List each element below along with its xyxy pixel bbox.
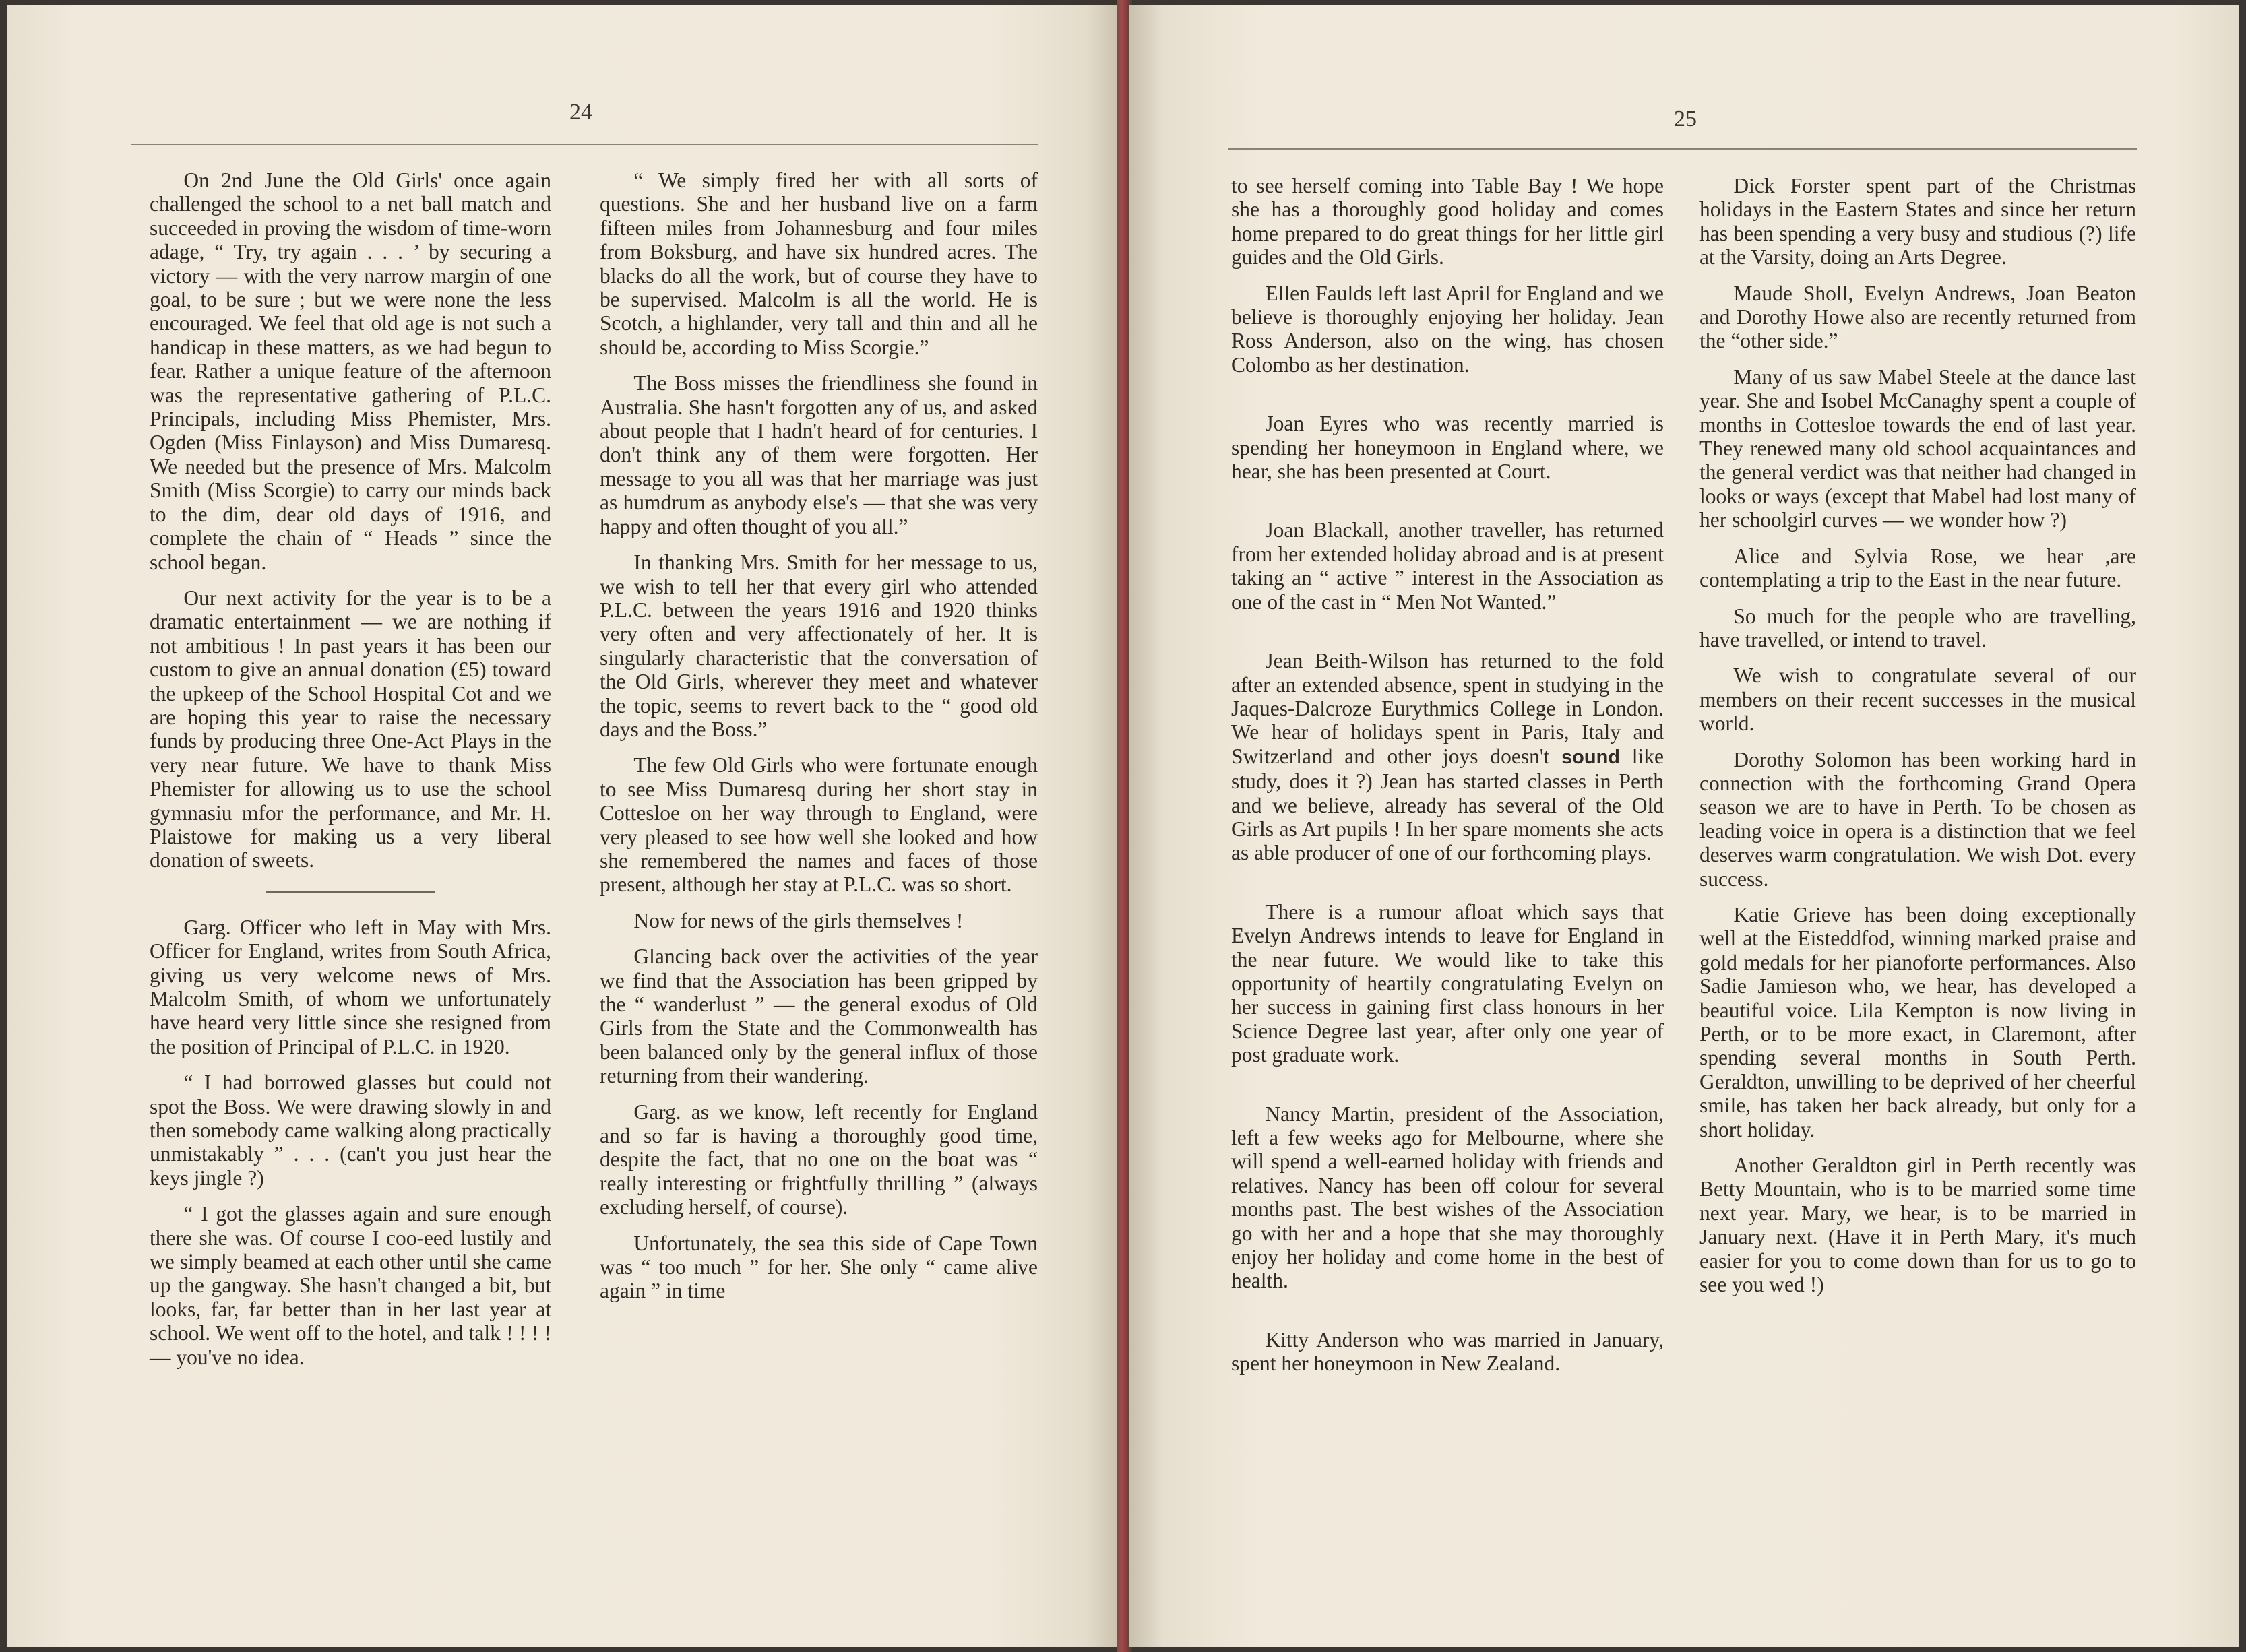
paragraph: to see herself coming into Table Bay ! We hope she has a thoroughly good holiday and comes home prepared to do great things for her little girl guides and the Old Girls. (1231, 174, 1664, 269)
paragraph: “ I had borrowed glasses but could not spot the Boss. We were drawing slowly in and then somebody came walking along practically unmistakably ” . . . (can't you just hear the keys jingle ?) (150, 1071, 551, 1190)
column-2 (600, 168, 1038, 1315)
paragraph: We wish to congratulate several of our members on their recent successes in the musical world. (1699, 664, 2136, 736)
paragraph: “ We simply fired her with all sorts of questions. She and her husband live on a farm fifteen miles from Johannesburg and four miles from Boksburg, and have six hundred acres. The blacks do all the work, but of course they have to be supervised. Malcolm is all the world. He is Scotch, a highlander, very tall and thin and all he should be, according to Miss Scorgie.” (600, 168, 1038, 359)
paragraph: “ I got the glasses again and sure enough there she was. Of course I coo-eed lustily and we simply beamed at each other until she came up the gangway. She hasn't changed a bit, but looks, far, far better than in her last year at school. We went off to the hotel, and talk ! ! ! ! — you've no idea. (150, 1202, 551, 1369)
paragraph: Nancy Martin, president of the Association, left a few weeks ago for Melbourne, where she will spend a well-earned holiday with friends and relatives. Nancy has been off colour for several months past. The best wishes of the Association go with her and a hope that she may thoroughly enjoy her holiday and come home in the best of health. (1231, 1102, 1664, 1293)
paragraph: In thanking Mrs. Smith for her message to us, we wish to tell her that every girl who attended P.L.C. between the years 1916 and 1920 thinks very often and very affectionately of her. It is singularly characteristic that the conversation of the Old Girls, wherever they meet and whatever the topic, seems to revert back to the “ good old days and the Boss.” (600, 550, 1038, 741)
header-rule-right (1228, 148, 2137, 150)
paragraph: Now for news of the girls themselves ! (633, 908, 964, 932)
bold-word: sound (1561, 746, 1620, 768)
paragraph (1231, 649, 1664, 865)
page-number-right: 25 (1674, 106, 1697, 131)
paragraph: Joan Blackall, another traveller, has returned from her extended holiday abroad and is at present taking an “ active ” interest in the Association as one of the cast in “ Men Not Wanted.” (1231, 518, 1664, 614)
paragraph: On 2nd June the Old Girls' once again challenged the school to a net ball match and succeeded in proving the wisdom of time-worn adage, “ Try, try again . . . ’ by securing a victory — with the very narrow margin of one goal, to be sure ; but we were none the less encouraged. We feel that old age is not such a handicap in these matters, as we had begun to fear. Rather a unique feature of the afternoon was the representative gathering of P.L.C. Principals, including Miss Phemister, Mrs. Ogden (Miss Finlayson) and Miss Dumaresq. We needed but the presence of Mrs. Malcolm Smith (Miss Scorgie) to carry our minds back to the dim, dear old days of 1916, and complete the chain of “ Heads ” since the school began. (150, 168, 551, 574)
column-4 (1699, 174, 2136, 1308)
section-divider (266, 891, 435, 893)
paragraph: Alice and Sylvia Rose, we hear ,are contemplating a trip to the East in the near future. (1699, 544, 2136, 592)
text-run: like study, does it ?) Jean has started classes in Perth and we believe, already has several of the Old Girls as Art pupils ! In her spare moments she acts as able producer of one of our forthcoming plays. (1231, 744, 1664, 865)
paragraph: Garg. Officer who left in May with Mrs. Officer for England, writes from South Africa, giving us very welcome news of Mrs. Malcolm Smith, of whom we unfortunately have heard very little since she resigned from the position of Principal of P.L.C. in 1920. (150, 915, 551, 1058)
paragraph: Many of us saw Mabel Steele at the dance last year. She and Isobel McCanaghy spent a couple of months in Cottesloe towards the end of last year. They renewed many old school acquaintances and the general verdict was that neither had changed in looks or ways (except that Mabel had lost many of her schoolgirl curves — we wonder how ?) (1699, 364, 2136, 532)
header-rule-left (131, 144, 1038, 145)
paragraph: Dorothy Solomon has been working hard in connection with the forthcoming Grand Opera season we are to have in Perth. To be chosen as leading voice in opera is a distinction that we feel deserves warm congratulation. We wish Dot. every success. (1699, 747, 2136, 891)
paragraph: Dick Forster spent part of the Christmas holidays in the Eastern States and since her return has been spending a very busy and studious (?) life at the Varsity, doing an Arts Degree. (1699, 174, 2136, 269)
column-1 (150, 168, 551, 1381)
page-number-left: 24 (569, 100, 592, 125)
paragraph: The Boss misses the friendliness she found in Australia. She hasn't forgotten any of us, and asked about people that I hadn't heard of for centuries. I don't think any of them were forgotten. Her message to you all was that her marriage was just as humdrum as anybody else's — that she was very happy and often thought of you all.” (600, 371, 1038, 538)
paragraph: Unfortunately, the sea this side of Cape Town was “ too much ” for her. She only “ came alive again ” in time (600, 1231, 1038, 1303)
text-run: Jean Beith-Wilson has returned to the fold after an extended absence, spent in studying in the Jaques-Dalcroze Eurythmics College in London. We hear of holidays spent in Paris, Italy and Switzerland and other joys doesn't (1231, 649, 1664, 768)
paragraph: There is a rumour afloat which says that Evelyn Andrews intends to leave for England in the near future. We would like to take this opportunity of heartily congratulating Evelyn on her success in gaining first class honours in her Science Degree last year, after only one year of post graduate work. (1231, 899, 1664, 1067)
paragraph: Kitty Anderson who was married in January, spent her honeymoon in New Zealand. (1231, 1327, 1664, 1376)
paragraph: Garg. as we know, left recently for England and so far is having a thoroughly good time, despite the fact, that no one on the boat was “ really interesting or frightfully thrilling ” (always excluding herself, of course). (600, 1100, 1038, 1219)
paragraph: Another Geraldton girl in Perth recently was Betty Mountain, who is to be married some time next year. Mary, we hear, is to be married in January next. (Have it in Perth Mary, it's much easier for you to come down than for us to go to see you wed !) (1699, 1153, 2136, 1297)
column-3 (1231, 174, 1664, 1388)
paragraph: Joan Eyres who was recently married is spending her honeymoon in England where, we hear, she has been presented at Court. (1231, 412, 1664, 484)
paragraph: So much for the people who are travelling, have travelled, or intend to travel. (1699, 604, 2136, 652)
paragraph: Glancing back over the activities of the year we find that the Association has been gripped by the “ wanderlust ” — the general exodus of Old Girls from the State and the Commonwealth has been balanced only by the general influx of those returning from their wandering. (600, 945, 1038, 1088)
paragraph: The few Old Girls who were fortunate enough to see Miss Dumaresq during her short stay in Cottesloe on her way through to England, were very pleased to see how well she looked and how she remembered the names and faces of those present, although her stay at P.L.C. was so short. (600, 753, 1038, 897)
paragraph: Maude Sholl, Evelyn Andrews, Joan Beaton and Dorothy Howe also are recently returned from the “other side.” (1699, 281, 2136, 353)
paragraph: Katie Grieve has been doing exceptionally well at the Eisteddfod, winning marked praise and gold medals for her pianoforte performances. Also Sadie Jamieson who, we hear, has developed a beautiful voice. Lila Kempton is now living in Perth, or to be more exact, in Claremont, after spending several months in South Perth. Geraldton, unwilling to be deprived of her cheerful smile, has taken her back already, but only for a short holiday. (1699, 902, 2136, 1141)
paragraph: Ellen Faulds left last April for England and we believe is thoroughly enjoying her holiday. Jean Ross Anderson, also on the wing, has chosen Colombo as her destination. (1231, 281, 1664, 377)
paragraph: Our next activity for the year is to be a dramatic entertainment — we are nothing if not ambitious ! In past years it has been our custom to give an annual donation (£5) toward the upkeep of the School Hospital Cot and we are hoping this year to raise the necessary funds by producing three One-Act Plays in the very near future. We have to thank Miss Phemister for allowing us to use the school gymnasiu mfor the performance, and Mr. H. Plaistowe for making us a very liberal donation of sweets. (150, 585, 551, 872)
